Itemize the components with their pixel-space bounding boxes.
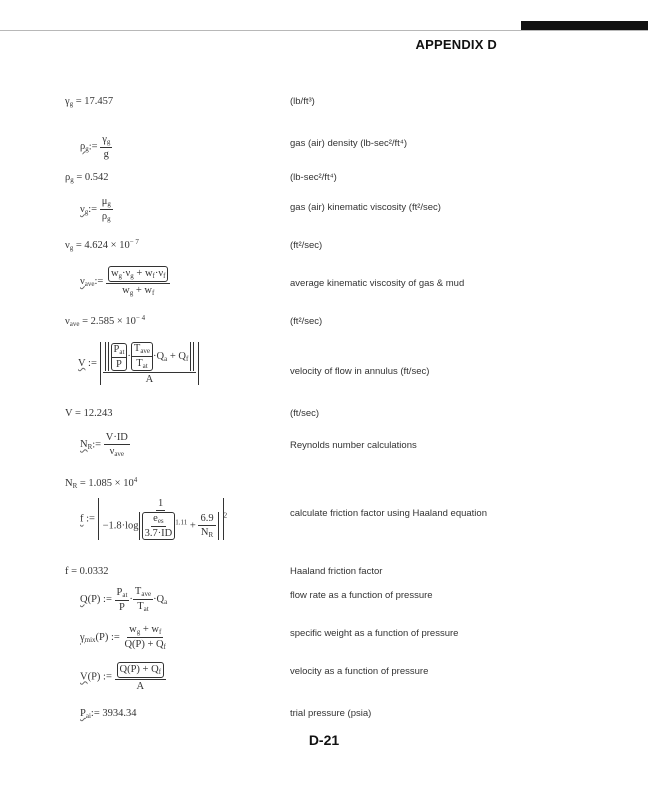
eq-velocity-function: V(P) := $\frac{Q(P) + Q_f}{A}$ (80, 662, 166, 692)
desc-friction-def: calculate friction factor using Haaland equation (290, 508, 487, 519)
desc-trial-pressure: trial pressure (psia) (290, 708, 372, 719)
desc-rho-g-value: (lb-sec²/ft⁴) (290, 172, 337, 183)
appendix-title: APPENDIX D (415, 37, 497, 52)
eq-velocity-value: V = 12.243 (65, 408, 113, 419)
desc-reynolds-def: Reynolds number calculations (290, 440, 417, 451)
desc-gamma-g: (lb/ft³) (290, 96, 315, 107)
eq-nu-g-value: $\nu_g = 4.624 \times 10^{- 7}$ (65, 238, 139, 252)
desc-friction-value: Haaland friction factor (290, 566, 383, 577)
desc-nu-ave-value: (ft²/sec) (290, 316, 323, 327)
eq-rho-g-def: $\rho_g:=$ $\frac{\gamma_g}{g}$ (80, 134, 111, 160)
page-number: D-21 (308, 732, 340, 748)
eq-friction-value: f = 0.0332 (65, 566, 109, 577)
desc-velocity-function: velocity as a function of pressure (290, 666, 429, 677)
desc-flow-rate-function: flow rate as a function of pressure (290, 590, 433, 601)
desc-nu-g-value: (ft²/sec) (290, 240, 323, 251)
desc-specific-weight-function: specific weight as a function of pressure (290, 628, 459, 639)
eq-reynolds-value: $N_R = 1.085 \times 10^4$ (65, 476, 138, 490)
eq-gamma-g-value: $\gamma_g = 17.457$ (65, 96, 114, 108)
eq-specific-weight-function: $\gamma_{mix}(P)$ := $\frac{w_g + w_f}{Q(P) + Q_f}$ (80, 624, 166, 651)
desc-nu-g-def: gas (air) kinematic viscosity (ft²/sec) (290, 202, 441, 213)
desc-velocity-value: (ft/sec) (290, 408, 320, 419)
header-rule (0, 30, 648, 31)
eq-trial-pressure: $P_{ai}:= 3934.34$ (80, 708, 137, 720)
eq-flow-rate-function: Q(P) := $\frac{P_{at}}{P}$ · $\frac{T_{ave}}{T_{at}}$ $\cdot Q_a$ (80, 586, 168, 613)
eq-nu-ave-def: $\nu_{ave}:=$ $\frac{w_g\cdot\nu_g + w_f\cdot\nu_f}{w_g + w_f}$ (80, 266, 170, 297)
eq-velocity-def: V := $\frac{P_{at}}{P}$ · $\frac{T_{ave}}{T_{at}}$ $\cdot Q_a + Q_f$ A (78, 342, 199, 385)
eq-friction-def: f := 1 −1.8·log $\frac{e_{es}}{3.7\cdot ID}$ $^{1.11}$ + $\frac{6.9}{N_R}$ $^2$ (80, 498, 228, 539)
desc-rho-g-def: gas (air) density (lb-sec²/ft⁴) (290, 138, 408, 149)
desc-nu-ave-def: average kinematic viscosity of gas & mud (290, 278, 465, 289)
desc-velocity-def: velocity of flow in annulus (ft/sec) (290, 366, 430, 377)
eq-nu-g-def: $\nu_g:=$ $\frac{\mu_g}{\rho_g}$ (80, 196, 111, 223)
eq-nu-ave-value: $\nu_{ave} = 2.585 \times 10^{- 4}$ (65, 314, 146, 328)
eq-reynolds-def: $N_R:=$ $\frac{V\cdot ID}{\nu_{ave}}$ (80, 432, 128, 458)
eq-rho-g-value: $\rho_g = 0.542$ (65, 172, 109, 184)
